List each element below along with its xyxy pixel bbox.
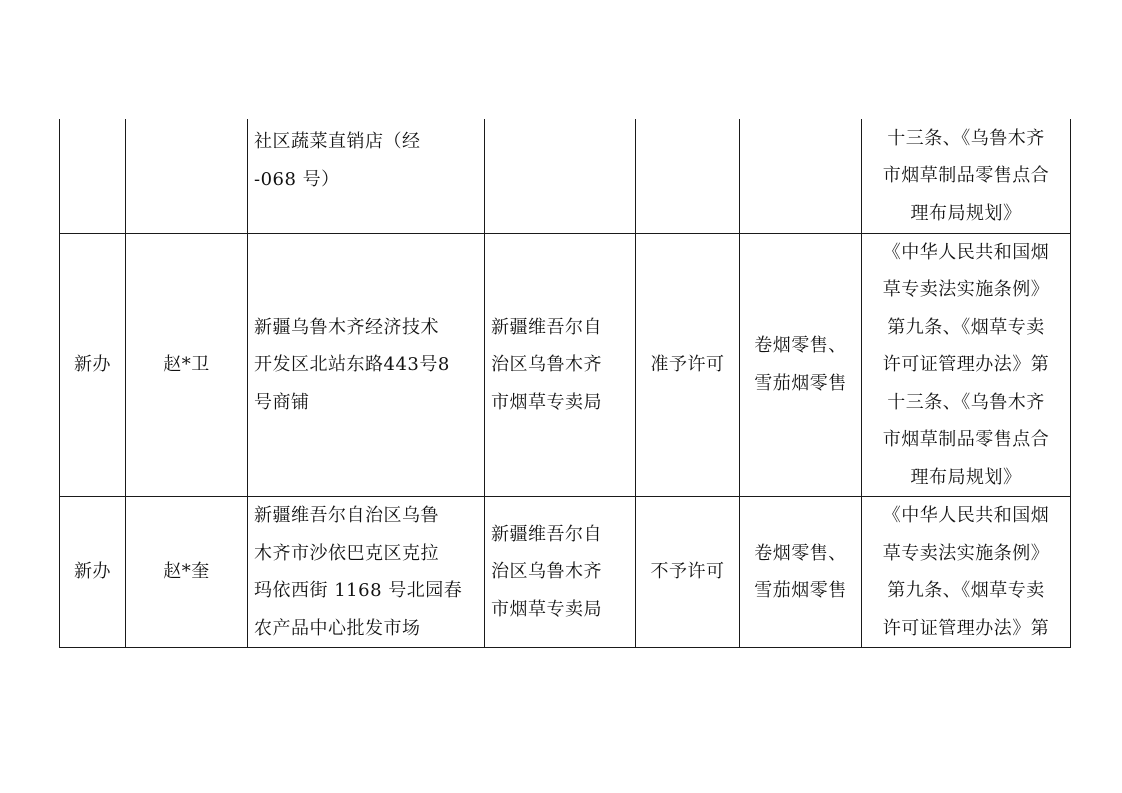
address-line: 新疆乌鲁木齐经济技术	[254, 316, 439, 338]
legal-basis-line: 十三条、《乌鲁木齐	[887, 127, 1045, 149]
business-scope-cell	[740, 497, 862, 648]
legal-basis-line: 第九条、《烟草专卖	[887, 580, 1045, 601]
legal-basis-line: 理布局规划》	[910, 202, 1022, 224]
applicant-name-cell	[126, 119, 248, 233]
address-line: 农产品中心批发市场	[254, 617, 421, 639]
address-cell	[248, 233, 485, 497]
address-line: 玛依西街 1168 号北园春	[254, 580, 463, 601]
legal-basis-line: 许可证管理办法》第	[882, 354, 1050, 375]
address-line: 新疆维吾尔自治区乌鲁	[254, 505, 439, 526]
address-line: 开发区北站东路443号8	[254, 354, 450, 375]
issuing-authority-cell	[485, 233, 636, 497]
decision-cell: 不予许可	[636, 497, 740, 648]
scope-line: 雪茄烟零售	[754, 372, 847, 394]
address-line: 号商铺	[254, 391, 310, 413]
legal-basis-line: 许可证管理办法》第	[882, 617, 1050, 639]
business-scope-cell	[740, 119, 862, 233]
table-row	[60, 497, 1071, 648]
table-row	[60, 119, 1071, 233]
applicant-name-cell: 赵*奎	[126, 497, 248, 648]
business-scope-cell	[740, 233, 862, 497]
legal-basis-cell	[862, 497, 1071, 648]
authority-line: 市烟草专卖局	[491, 598, 602, 620]
legal-basis-cell	[862, 233, 1071, 497]
scope-line: 卷烟零售、	[754, 335, 847, 357]
authority-line: 新疆维吾尔自	[491, 316, 602, 338]
permit-table	[59, 119, 1071, 648]
legal-basis-line: 市烟草制品零售点合	[882, 429, 1050, 450]
decision-cell	[636, 119, 740, 233]
legal-basis-cell	[862, 119, 1071, 233]
legal-basis-line: 十三条、《乌鲁木齐	[887, 391, 1045, 413]
legal-basis-line: 理布局规划》	[910, 466, 1022, 488]
table-row	[60, 233, 1071, 497]
legal-basis-line: 《中华人民共和国烟	[882, 505, 1050, 526]
decision-cell: 准予许可	[636, 233, 740, 497]
authority-line: 治区乌鲁木齐	[491, 561, 602, 583]
scope-line: 雪茄烟零售	[754, 580, 847, 601]
permit-type-cell	[60, 119, 126, 233]
legal-basis-line: 《中华人民共和国烟	[882, 241, 1050, 263]
authority-line: 市烟草专卖局	[491, 391, 602, 413]
legal-basis-line: 草专卖法实施条例》	[882, 279, 1050, 300]
permit-type-cell: 新办	[60, 233, 126, 497]
permit-type-cell: 新办	[60, 497, 126, 648]
applicant-name-cell: 赵*卫	[126, 233, 248, 497]
legal-basis-line: 草专卖法实施条例》	[882, 542, 1050, 564]
legal-basis-line: 第九条、《烟草专卖	[887, 316, 1045, 338]
issuing-authority-cell	[485, 497, 636, 648]
scope-line: 卷烟零售、	[754, 542, 847, 564]
authority-line: 新疆维吾尔自	[491, 523, 602, 545]
address-cell	[248, 497, 485, 648]
address-line: 木齐市沙依巴克区克拉	[254, 542, 439, 564]
address-line: -068 号）	[254, 168, 340, 190]
legal-basis-line: 市烟草制品零售点合	[882, 165, 1050, 186]
issuing-authority-cell	[485, 119, 636, 233]
address-cell	[248, 119, 485, 233]
address-line: 社区蔬菜直销店（经	[254, 131, 421, 152]
authority-line: 治区乌鲁木齐	[491, 354, 602, 375]
